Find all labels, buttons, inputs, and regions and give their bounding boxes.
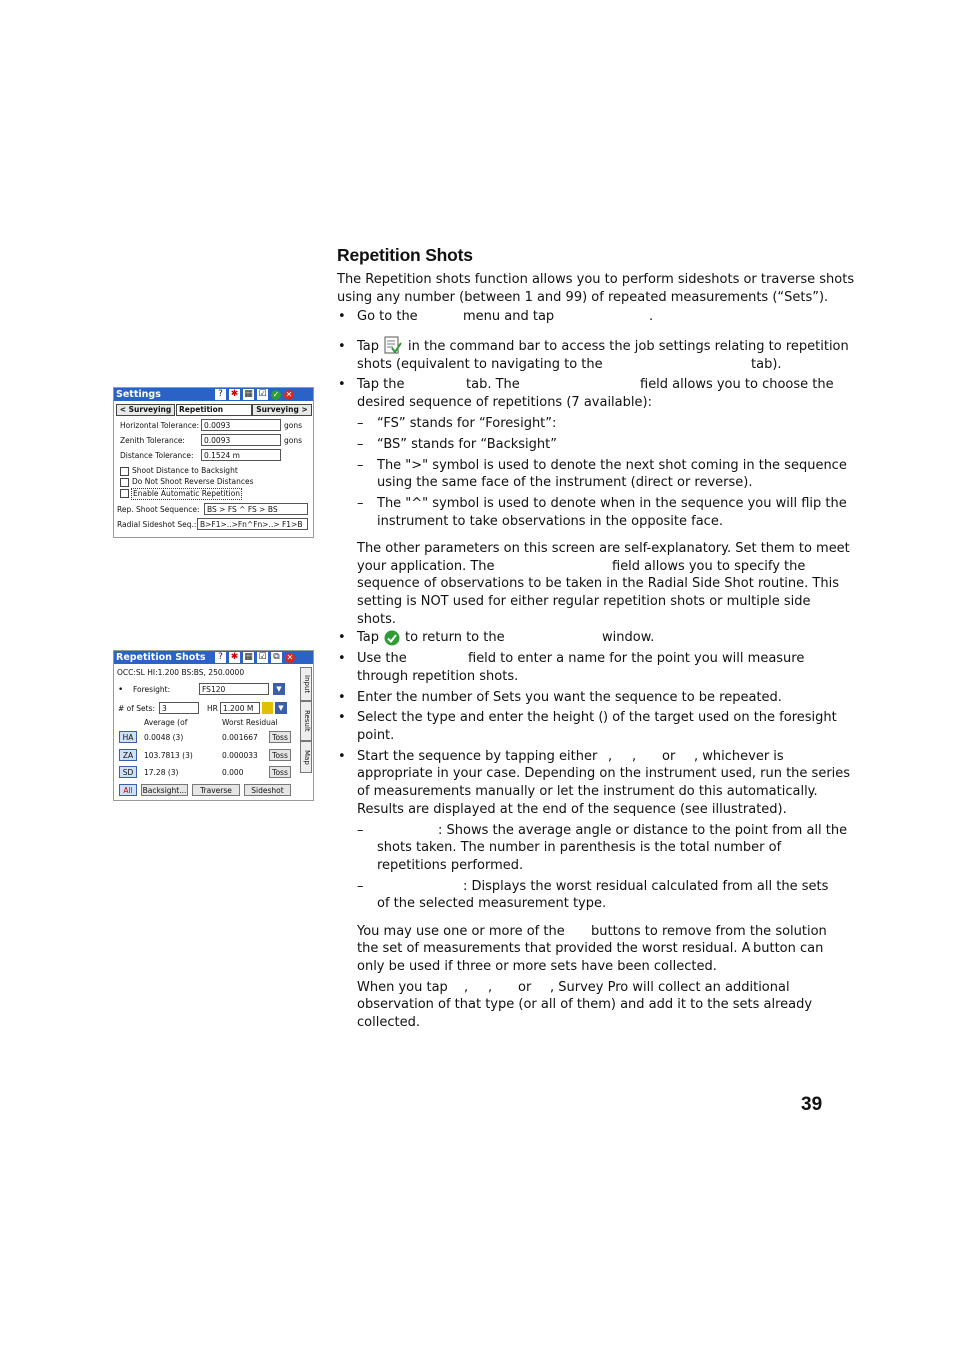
b8-text-e: Results are displayed at the end of the sequence (see illustrated). (357, 802, 787, 817)
b8-comma-1: , (608, 749, 613, 764)
b8-text-b: , whichever is (694, 749, 784, 764)
bullet: • (338, 309, 346, 324)
repetition-toolbar (215, 651, 295, 664)
p3-text-c: observation of that type (or all of them) and add it to the sets already (357, 997, 813, 1012)
bullet: • (338, 339, 346, 354)
b7-text-c: point. (357, 728, 395, 743)
current-tab-select[interactable]: Repetition (176, 404, 252, 416)
b8-comma-2: , (632, 749, 637, 764)
bullet: • (338, 710, 346, 725)
p2-text-d: button can (753, 941, 824, 956)
rep-sequence-select[interactable]: BS > FS ^ FS > BS (204, 503, 308, 515)
d1-text: “FS” stands for “Foresight”: (377, 416, 557, 431)
dash: – (357, 879, 364, 894)
foresight-marker: • (118, 685, 124, 695)
hr-label: HR (207, 704, 218, 713)
dash: – (357, 416, 364, 431)
b4-text-b: to return to the (405, 630, 505, 645)
p1-line-5: shots. (357, 612, 396, 627)
zenith-tolerance-field[interactable]: 0.0093 (201, 434, 281, 446)
b2-text-c: shots (equivalent to navigating to the (357, 357, 603, 372)
intro-line-2: using any number (between 1 and 99) of repeated measurements (“Sets”). (337, 290, 829, 305)
intro-line-1: The Repetition shots function allows you to perform sideshots or traverse shots (337, 272, 855, 287)
horizontal-tolerance-field[interactable]: 0.0093 (201, 419, 281, 431)
b2-text-d: tab). (751, 357, 782, 372)
bullet: • (338, 377, 346, 392)
p1-line-2b: field allows you to specify the (612, 559, 806, 574)
d5-text-b: shots taken. The number in parenthesis is the total number of (377, 840, 782, 855)
p3-comma-2: , (488, 980, 493, 995)
settings-check-icon[interactable]: ☑ (258, 389, 267, 399)
za-toss-button[interactable]: Toss (269, 749, 291, 761)
b2-text-a: Tap (357, 339, 380, 354)
d6-text-a: : Displays the worst residual calculated from all the sets (463, 879, 829, 894)
close-icon[interactable]: ✕ (286, 652, 294, 662)
auto-repetition-checkbox[interactable] (120, 489, 129, 498)
p1-line-2a: your application. The (357, 559, 495, 574)
d3-text-b: using the same face of the instrument (direct or reverse). (377, 475, 753, 490)
settings-title: Settings (116, 389, 161, 400)
worst-residual-header: Worst Residual (222, 718, 278, 727)
sd-toss-button[interactable]: Toss (269, 766, 291, 778)
b1-text-b: menu and tap (463, 309, 555, 324)
shoot-distance-label: Shoot Distance to Backsight (132, 466, 238, 475)
b2-text-b: in the command bar to access the job settings relating to repetition (408, 339, 849, 354)
d2-text: “BS” stands for “Backsight” (377, 437, 557, 452)
settings-check-icon[interactable]: ☑ (258, 652, 267, 662)
b4-text-a: Tap (357, 630, 380, 645)
b7-text-a: Select the type and enter the height ( (357, 710, 604, 725)
settings-screenshot (113, 387, 314, 538)
no-reverse-label: Do Not Shoot Reverse Distances (132, 477, 254, 486)
bullet: • (338, 749, 346, 764)
b3-text-a: Tap the (357, 377, 405, 392)
b1-text-c: . (649, 309, 654, 324)
p2-text-c: the set of measurements that provided the worst residual. A (357, 941, 751, 956)
grid-icon[interactable]: ▦ (244, 652, 253, 662)
horizontal-tolerance-unit: gons (284, 421, 303, 430)
ha-button[interactable]: HA (119, 731, 137, 743)
p1-line-1: The other parameters on this screen are self-explanatory. Set them to meet (357, 541, 850, 556)
b5-text-c: through repetition shots. (357, 669, 519, 684)
backsight-button[interactable]: Backsight... (142, 786, 187, 795)
p3-text-a: When you tap (357, 980, 448, 995)
d6-text-b: of the selected measurement type. (377, 896, 607, 911)
dash: – (357, 437, 364, 452)
target-dropdown-icon[interactable]: ▼ (275, 702, 287, 714)
bullet: • (338, 651, 346, 666)
next-tab-button[interactable]: Surveying > (252, 404, 312, 416)
zenith-tolerance-unit: gons (284, 436, 303, 445)
input-side-tab[interactable]: Input (300, 667, 312, 701)
bullet: • (338, 630, 346, 645)
bullet: • (338, 690, 346, 705)
d3-text-a: The ">" symbol is used to denote the next shot coming in the sequence (377, 458, 847, 473)
d4-text-a: The "^" symbol is used to denote when in the sequence you will flip the (377, 496, 847, 511)
radial-sequence-label: Radial Sideshot Seq.: (117, 520, 197, 529)
grid-icon[interactable]: ▦ (244, 389, 253, 399)
repetition-screenshot (113, 650, 314, 801)
b5-text-a: Use the (357, 651, 407, 666)
repetition-title: Repetition Shots (116, 652, 206, 663)
hr-field[interactable]: 1.200 M (220, 702, 260, 714)
b8-text-d: of measurements manually or let the instrument do this automatically. (357, 784, 818, 799)
p2-text-e: only be used if three or more sets have been collected. (357, 959, 717, 974)
ha-worst: 0.001667 (222, 733, 258, 742)
p2-text-a: You may use one or more of the (357, 924, 565, 939)
za-worst: 0.000033 (222, 751, 258, 760)
map-side-tab[interactable]: Map (300, 741, 312, 773)
b7-text-b: ) of the target used on the foresight (603, 710, 837, 725)
za-button[interactable]: ZA (119, 749, 137, 761)
ok-check-icon (384, 630, 400, 650)
b3-text-c: field allows you to choose the (640, 377, 834, 392)
copy-icon[interactable]: ⧉ (271, 652, 282, 663)
b5-text-b: field to enter a name for the point you will measure (468, 651, 805, 666)
b8-or: or (662, 749, 676, 764)
dash: – (357, 823, 364, 838)
page-number: 39 (801, 1094, 823, 1115)
foresight-label: Foresight: (133, 685, 171, 694)
help-icon[interactable]: ? (215, 652, 226, 663)
foresight-dropdown-icon[interactable]: ▼ (273, 683, 285, 695)
b1-text-a: Go to the (357, 309, 418, 324)
star-icon[interactable]: ✱ (230, 389, 239, 399)
rep-sequence-label: Rep. Shoot Sequence: (117, 505, 200, 514)
b4-text-c: window. (602, 630, 655, 645)
target-type-icon[interactable] (262, 702, 273, 714)
d5-text-c: repetitions performed. (377, 858, 524, 873)
traverse-button[interactable]: Traverse (192, 784, 240, 796)
auto-repetition-label: Enable Automatic Repetition (133, 489, 241, 498)
za-average: 103.7813 (3) (144, 751, 193, 760)
sd-average: 17.28 (3) (144, 768, 179, 777)
p3-or: or (518, 980, 532, 995)
radial-sequence-select[interactable]: B>F1>..>Fn^Fn>..> F1>B (197, 518, 308, 530)
occupy-info: OCC:SL HI:1.200 BS:BS, 250.0000 (117, 668, 245, 677)
settings-toolbar (215, 388, 294, 401)
sd-button[interactable]: SD (119, 766, 137, 778)
sd-worst: 0.000 (222, 768, 244, 777)
star-icon[interactable]: ✱ (230, 652, 239, 662)
b3-text-d: desired sequence of repetitions (7 available): (357, 395, 652, 410)
ha-average: 0.0048 (3) (144, 733, 184, 742)
d4-text-b: instrument to take observations in the opposite face. (377, 514, 723, 529)
b8-text-c: appropriate in your case. Depending on the instrument used, run the series (357, 766, 851, 781)
sets-field[interactable]: 3 (159, 702, 199, 714)
shoot-distance-checkbox[interactable] (120, 467, 129, 476)
p1-line-4: setting is NOT used for either regular repetition shots or multiple side (357, 594, 811, 609)
p2-text-b: buttons to remove from the solution (591, 924, 827, 939)
prev-tab-button[interactable]: < Surveying (116, 404, 175, 416)
distance-tolerance-label: Distance Tolerance: (120, 451, 194, 460)
p3-text-d: collected. (357, 1015, 420, 1030)
foresight-field[interactable]: FS120 (199, 683, 269, 695)
d5-text-a: : Shows the average angle or distance to the point from all the (438, 823, 848, 838)
no-reverse-checkbox[interactable] (120, 478, 129, 487)
dash: – (357, 496, 364, 511)
average-header: Average (of (144, 718, 188, 727)
zenith-tolerance-label: Zenith Tolerance: (120, 436, 185, 445)
b6-text: Enter the number of Sets you want the sequence to be repeated. (357, 690, 782, 705)
close-icon[interactable]: ✕ (285, 389, 293, 399)
p3-comma-1: , (464, 980, 469, 995)
all-button[interactable]: All (119, 784, 137, 796)
help-icon[interactable]: ? (215, 389, 226, 400)
ok-icon[interactable]: ✓ (272, 389, 280, 399)
b3-text-b: tab. The (466, 377, 520, 392)
ha-toss-button[interactable]: Toss (269, 731, 291, 743)
sets-label: # of Sets: (118, 704, 156, 713)
result-side-tab[interactable]: Result (300, 701, 312, 741)
section-heading: Repetition Shots (337, 245, 473, 265)
p3-text-b: , Survey Pro will collect an additional (550, 980, 790, 995)
horizontal-tolerance-label: Horizontal Tolerance: (120, 421, 199, 430)
p1-line-3: sequence of observations to be taken in the Radial Side Shot routine. This (357, 576, 839, 591)
b8-text-a: Start the sequence by tapping either (357, 749, 598, 764)
sideshot-button[interactable]: Sideshot (244, 784, 291, 796)
distance-tolerance-field[interactable]: 0.1524 m (201, 449, 281, 461)
dash: – (357, 458, 364, 473)
